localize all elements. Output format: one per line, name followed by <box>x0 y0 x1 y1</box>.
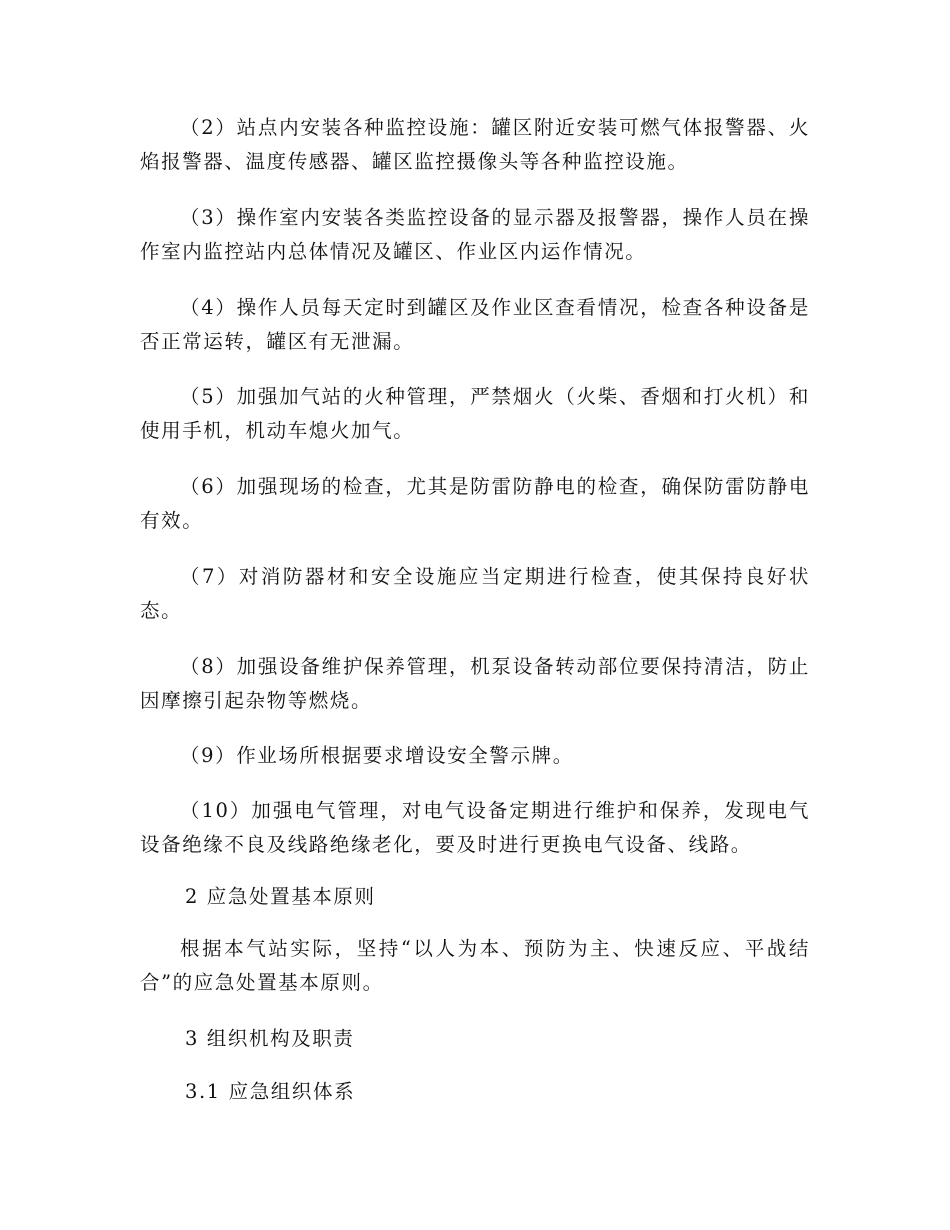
section-2-heading: 2 应急处置基本原则 <box>185 885 376 908</box>
paragraph-8: （8）加强设备维护保养管理，机泵设备转动部位要保持清洁，防止因摩擦引起杂物等燃烧。 <box>140 655 810 712</box>
paragraph-2: （2）站点内安装各种监控设施：罐区附近安装可燃气体报警器、火焰报警器、温度传感器、罐区监控摄像头等各种监控设施。 <box>140 116 810 173</box>
paragraph-5: （5）加强加气站的火种管理，严禁烟火（火柴、香烟和打火机）和使用手机，机动车熄火加气。 <box>140 385 810 442</box>
paragraph-4: （4）操作人员每天定时到罐区及作业区查看情况，检查各种设备是否正常运转，罐区有无泄漏。 <box>140 296 810 353</box>
paragraph-10: （10）加强电气管理，对电气设备定期进行维护和保养，发现电气设备绝缘不良及线路绝缘老化，要及时进行更换电气设备、线路。 <box>140 799 810 856</box>
section-2-text: 根据本气站实际，坚持“以人为本、预防为主、快速反应、平战结合”的应急处置基本原则。 <box>140 937 810 994</box>
section-3-heading: 3 组织机构及职责 <box>185 1027 355 1050</box>
section-3-1-heading: 3.1 应急组织体系 <box>185 1080 356 1103</box>
paragraph-3: （3）操作室内安装各类监控设备的显示器及报警器，操作人员在操作室内监控站内总体情况及罐区、作业区内运作情况。 <box>140 206 810 263</box>
paragraph-7: （7）对消防器材和安全设施应当定期进行检查，使其保持良好状态。 <box>140 565 810 622</box>
paragraph-6: （6）加强现场的检查，尤其是防雷防静电的检查，确保防雷防静电有效。 <box>140 475 810 532</box>
paragraph-9: （9）作业场所根据要求增设安全警示牌。 <box>180 744 574 767</box>
